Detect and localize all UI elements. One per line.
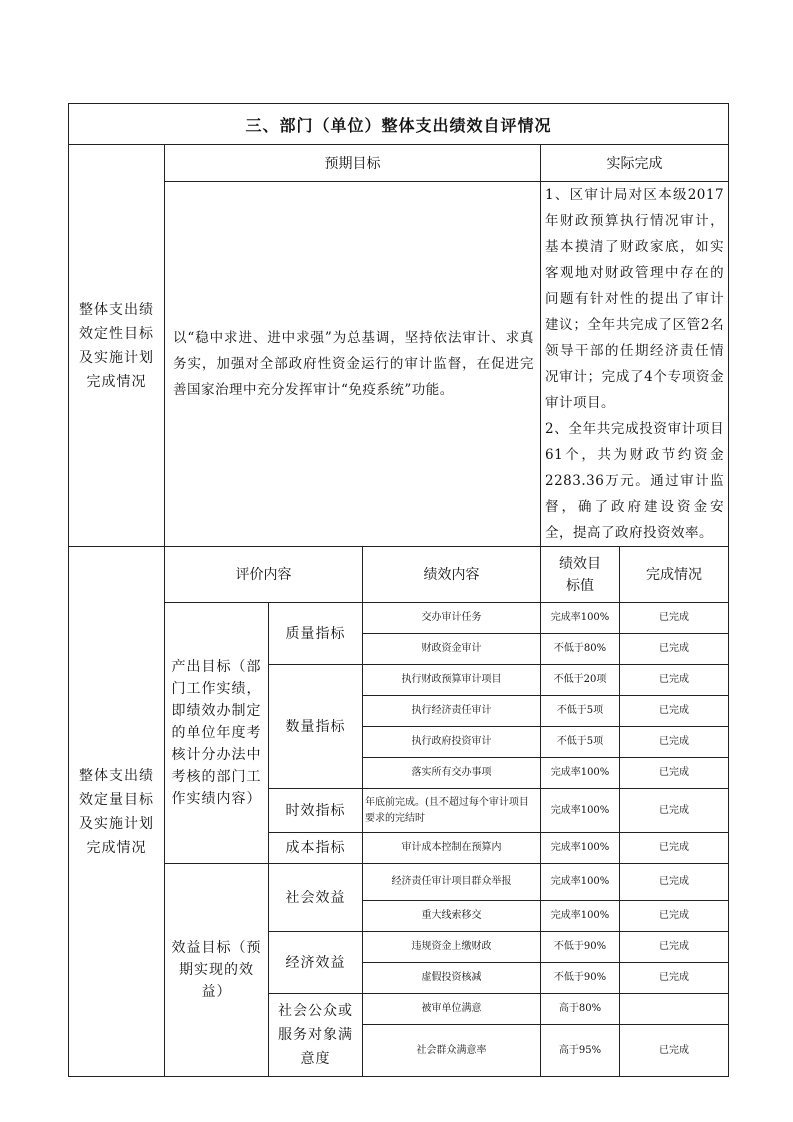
table-row-status — [620, 994, 729, 1025]
status-header: 完成情况 — [620, 547, 729, 603]
table-row-content: 执行财政预算审计项目 — [363, 665, 541, 696]
table-row-status: 已完成 — [620, 1025, 729, 1077]
table-row-status: 已完成 — [620, 901, 729, 932]
table-row-status: 已完成 — [620, 758, 729, 789]
table-row-status: 已完成 — [620, 665, 729, 696]
timeliness-indicator: 时效指标 — [269, 789, 363, 833]
table-row-status: 已完成 — [620, 603, 729, 634]
table-row-content: 年底前完成。(且不超过每个审计项目要求的完结时 — [363, 789, 541, 833]
table-row-content: 社会群众满意率 — [363, 1025, 541, 1077]
satisfaction-indicator: 社会公众或服务对象满意度 — [269, 994, 363, 1077]
table-row-target: 完成率100% — [541, 901, 620, 932]
table-row-content: 交办审计任务 — [363, 603, 541, 634]
table-row-status: 已完成 — [620, 864, 729, 901]
table-row-target: 完成率100% — [541, 789, 620, 833]
table-row-content: 执行经济责任审计 — [363, 696, 541, 727]
table-row-status: 已完成 — [620, 963, 729, 994]
table-row-content: 违规资金上缴财政 — [363, 932, 541, 963]
social-indicator: 社会效益 — [269, 864, 363, 932]
table-row-target: 完成率100% — [541, 833, 620, 864]
table-row-content: 执行政府投资审计 — [363, 727, 541, 758]
table-row-target: 完成率100% — [541, 864, 620, 901]
table-row-content: 审计成本控制在预算内 — [363, 833, 541, 864]
table-row-target: 完成率100% — [541, 603, 620, 634]
goal-header: 预期目标 — [165, 145, 541, 182]
cost-indicator: 成本指标 — [269, 833, 363, 864]
table-row-content: 落实所有交办事项 — [363, 758, 541, 789]
table-row-target: 不低于80% — [541, 634, 620, 665]
table-row-target: 不低于5项 — [541, 727, 620, 758]
benefit-group-label: 效益目标（预期实现的效益） — [165, 864, 269, 1077]
table-row-content: 被审单位满意 — [363, 994, 541, 1025]
table-row-status: 已完成 — [620, 789, 729, 833]
table-row-target: 不低于5项 — [541, 696, 620, 727]
goal-text: 以“稳中求进、进中求强”为总基调，坚持依法审计、求真务实，加强对全部政府性资金运行的审计监督，在促进完善国家治理中充分发挥审计“免疫系统”功能。 — [165, 182, 541, 547]
perf-header: 绩效内容 — [363, 547, 541, 603]
economic-indicator: 经济效益 — [269, 932, 363, 994]
quantitative-row-label: 整体支出绩效定量目标及实施计划完成情况 — [69, 547, 165, 1077]
quality-indicator: 质量指标 — [269, 603, 363, 665]
table-row-target: 完成率100% — [541, 758, 620, 789]
target-header: 绩效目标值 — [541, 547, 620, 603]
section-title: 三、部门（单位）整体支出绩效自评情况 — [69, 104, 729, 145]
table-row-content: 重大线索移交 — [363, 901, 541, 932]
table-row-status: 已完成 — [620, 833, 729, 864]
table-row-status: 已完成 — [620, 696, 729, 727]
actual-header: 实际完成 — [541, 145, 729, 182]
quantity-indicator: 数量指标 — [269, 665, 363, 789]
eval-header: 评价内容 — [165, 547, 363, 603]
output-group-label: 产出目标（部门工作实绩，即绩效办制定的单位年度考核计分办法中考核的部门工作实绩内容） — [165, 603, 269, 864]
table-row-target: 高于80% — [541, 994, 620, 1025]
table-row-status: 已完成 — [620, 932, 729, 963]
table-row-content: 财政资金审计 — [363, 634, 541, 665]
table-row-target: 不低于90% — [541, 932, 620, 963]
table-row-target: 高于95% — [541, 1025, 620, 1077]
qualitative-row-label: 整体支出绩效定性目标及实施计划完成情况 — [69, 145, 165, 547]
table-row-content: 虚假投资核减 — [363, 963, 541, 994]
table-row-status: 已完成 — [620, 727, 729, 758]
performance-table — [68, 103, 729, 1077]
table-row-content: 经济责任审计项目群众举报 — [363, 864, 541, 901]
table-row-status: 已完成 — [620, 634, 729, 665]
table-row-target: 不低于90% — [541, 963, 620, 994]
table-row-target: 不低于20项 — [541, 665, 620, 696]
actual-text: 1、区审计局对区本级2017年财政预算执行情况审计，基本摸清了财政家底，如实客观地对财政管理中存在的问题有针对性的提出了审计建议；全年共完成了区管2名领导干部的任期经济责任情况审计；完成了4个专项资金审计项目。 2、全年共完成投资审计项目61个，共为财政节约资金2283.36万元。通过审计监督，确了政府建设资金安全，提高了政府投资效率。 — [541, 182, 729, 547]
